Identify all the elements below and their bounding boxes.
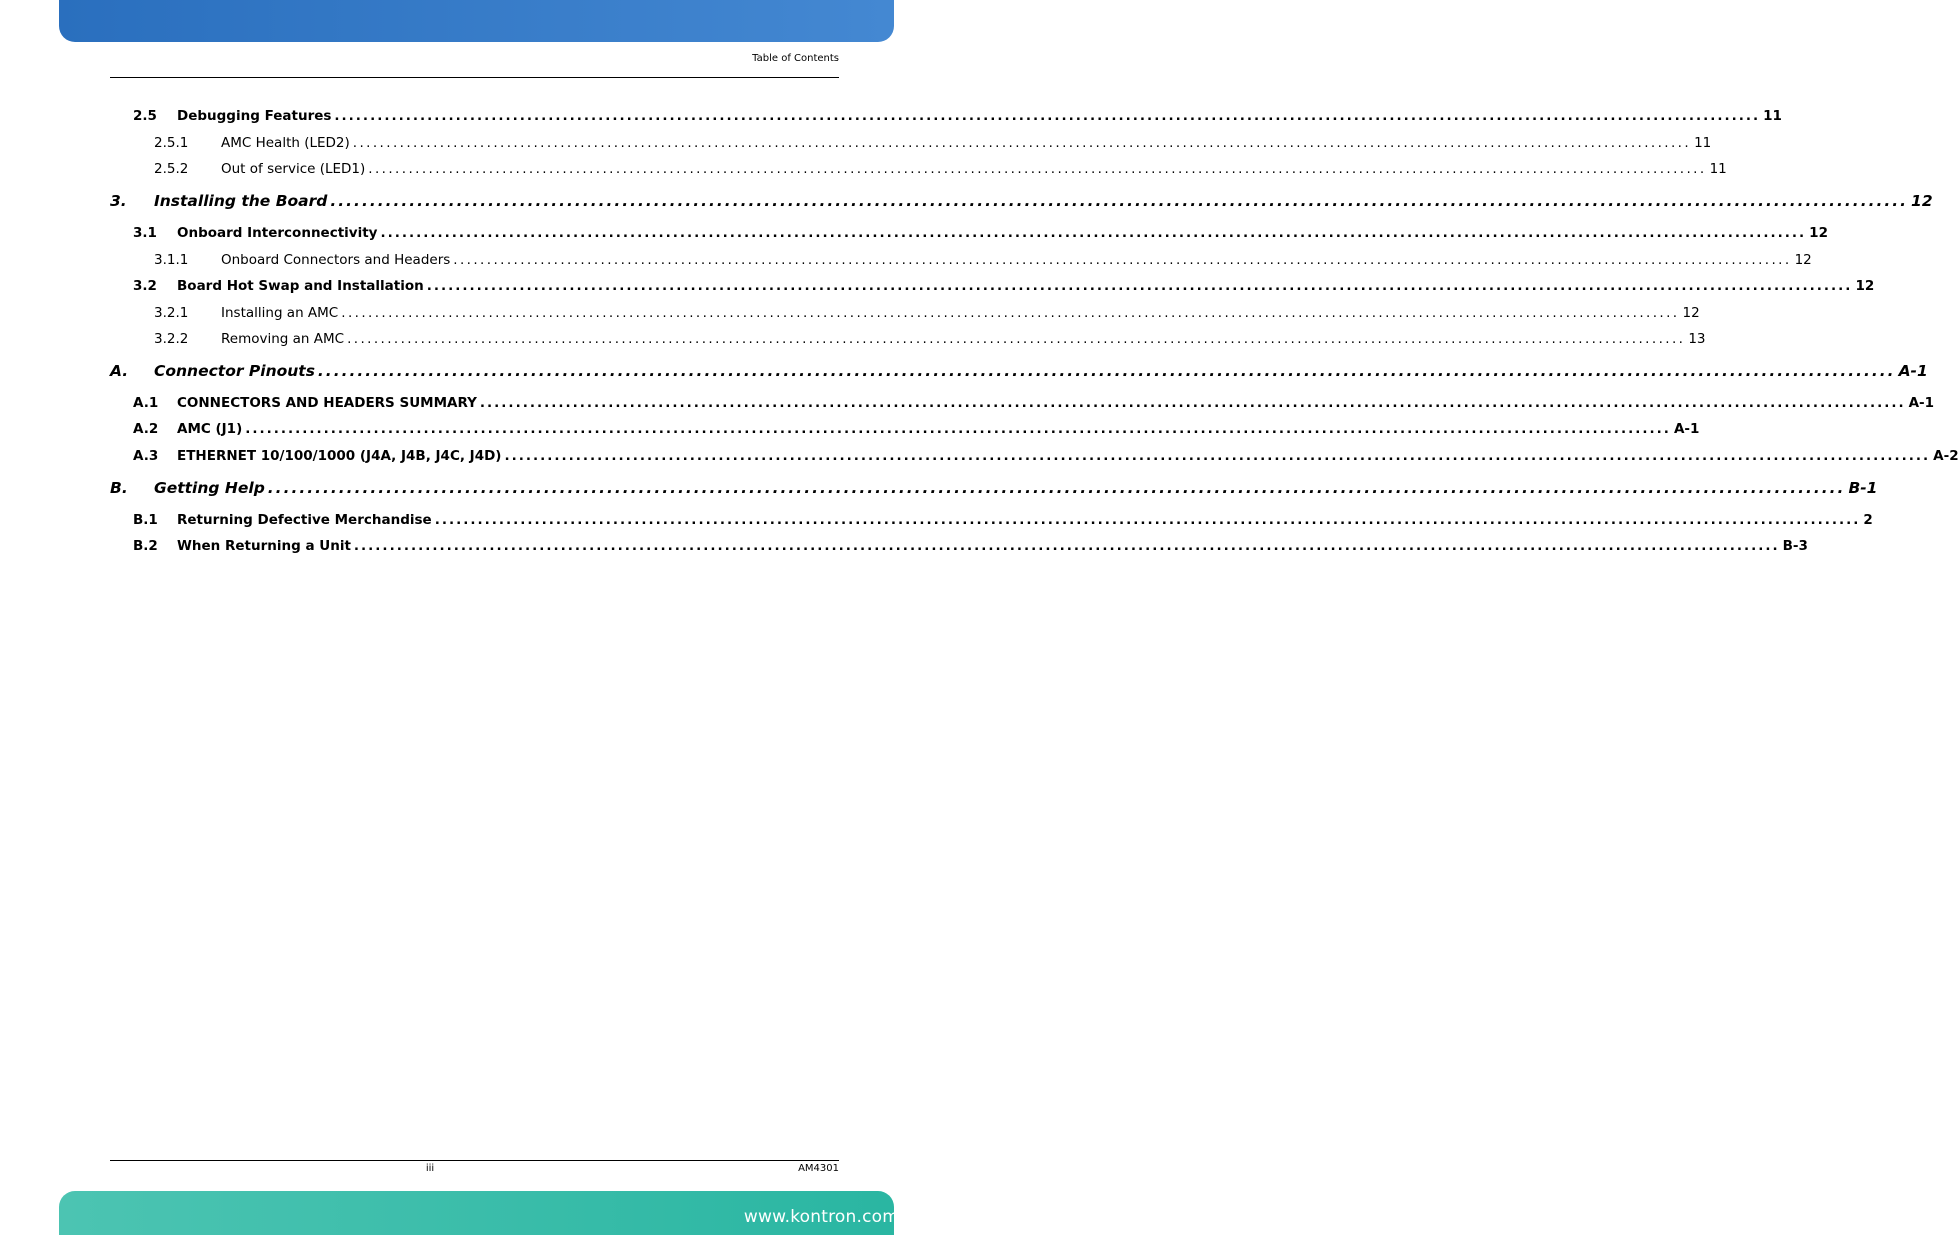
toc-dot-leader: ........................................................................................................................................................................................................ <box>368 161 1707 177</box>
toc-dot-leader: ........................................................................................................................................................................................................ <box>353 538 1780 554</box>
footer-product-name: AM4301 <box>798 1163 839 1174</box>
header-section-title: Table of Contents <box>752 53 839 64</box>
toc-dot-leader: ........................................................................................................................................................................................................ <box>245 421 1671 437</box>
toc-dot-leader: ........................................................................................................................................................................................................ <box>426 278 1853 294</box>
toc-entry[interactable] <box>110 108 1782 124</box>
toc-entry-number: A.3 <box>133 448 159 464</box>
toc-dot-leader: ........................................................................................................................................................................................................ <box>434 512 1861 528</box>
footer-page-number: iii <box>425 1163 435 1174</box>
toc-entry-title: Installing an AMC <box>221 305 339 321</box>
toc-entry-title: Onboard Connectors and Headers <box>221 252 451 268</box>
toc-entry[interactable] <box>110 362 1928 380</box>
toc-entry-number: 3. <box>110 192 127 210</box>
toc-entry-page: 12 <box>1682 305 1700 321</box>
toc-entry-page: A-1 <box>1673 421 1700 437</box>
toc-entry-page: B-1 <box>1848 479 1878 497</box>
toc-dot-leader: ........................................................................................................................................................................................................ <box>479 395 1906 411</box>
toc-entry-number: 2.5 <box>133 108 157 124</box>
toc-entry[interactable] <box>110 225 1828 241</box>
toc-entry-title: ETHERNET 10/100/1000 (J4A, J4B, J4C, J4D) <box>177 448 502 464</box>
toc-entry[interactable] <box>110 421 1700 437</box>
toc-entry-title: Removing an AMC <box>221 331 345 347</box>
toc-dot-leader: ........................................................................................................................................................................................................ <box>352 135 1692 151</box>
website-link[interactable]: www.kontron.com <box>743 1207 899 1227</box>
toc-entry-number: B. <box>110 479 128 497</box>
toc-entry[interactable] <box>110 192 1933 210</box>
toc-entry-number: 3.1.1 <box>154 252 189 268</box>
toc-entry[interactable] <box>110 512 1873 528</box>
toc-entry-number: 2.5.1 <box>154 135 189 151</box>
toc-entry-number: B.2 <box>133 538 158 554</box>
toc-entry-title: Installing the Board <box>154 192 328 210</box>
toc-entry-title: Out of service (LED1) <box>221 161 366 177</box>
toc-dot-leader: ........................................................................................................................................................................................................ <box>267 479 1846 497</box>
toc-entry[interactable] <box>110 538 1808 554</box>
toc-entry-page: 12 <box>1794 252 1812 268</box>
toc-entry[interactable] <box>110 252 1812 268</box>
toc-entry-page: 11 <box>1694 135 1712 151</box>
toc-entry[interactable] <box>110 479 1878 497</box>
toc-entry-page: B-3 <box>1782 538 1808 554</box>
header-rule <box>110 77 839 78</box>
toc-entry-title: Connector Pinouts <box>154 362 315 380</box>
toc-entry-number: 2.5.2 <box>154 161 189 177</box>
toc-dot-leader: ........................................................................................................................................................................................................ <box>453 252 1792 268</box>
toc-entry-number: A.2 <box>133 421 159 437</box>
toc-entry-number: 3.2.2 <box>154 331 189 347</box>
top-banner <box>59 0 894 42</box>
toc-entry-number: 3.1 <box>133 225 157 241</box>
toc-entry[interactable] <box>110 331 1706 347</box>
toc-dot-leader: ........................................................................................................................................................................................................ <box>334 108 1761 124</box>
toc-dot-leader: ........................................................................................................................................................................................................ <box>347 331 1686 347</box>
toc-entry[interactable] <box>110 135 1712 151</box>
toc-entry[interactable] <box>110 395 1935 411</box>
toc-dot-leader: ........................................................................................................................................................................................................ <box>380 225 1807 241</box>
toc-entry-title: Returning Defective Merchandise <box>177 512 432 528</box>
toc-entry-page: A-1 <box>1898 362 1928 380</box>
toc-entry-title: CONNECTORS AND HEADERS SUMMARY <box>177 395 477 411</box>
toc-entry-page: 2 <box>1863 512 1873 528</box>
footer-rule <box>110 1160 839 1161</box>
toc-entry-page: A-1 <box>1908 395 1935 411</box>
toc-entry-number: 3.2 <box>133 278 157 294</box>
toc-entry-title: Getting Help <box>154 479 265 497</box>
toc-entry-number: A. <box>110 362 129 380</box>
toc-entry-number: A.1 <box>133 395 159 411</box>
toc-entry[interactable] <box>110 305 1700 321</box>
toc-dot-leader: ........................................................................................................................................................................................................ <box>341 305 1680 321</box>
toc-dot-leader: ........................................................................................................................................................................................................ <box>504 448 1931 464</box>
toc-entry-page: 11 <box>1763 108 1782 124</box>
toc-entry-page: 11 <box>1709 161 1727 177</box>
toc-entry-title: AMC Health (LED2) <box>221 135 350 151</box>
toc-entry-title: When Returning a Unit <box>177 538 351 554</box>
toc-entry-page: 12 <box>1911 192 1933 210</box>
toc-entry-page: 13 <box>1688 331 1706 347</box>
toc-entry[interactable] <box>110 278 1875 294</box>
toc-entry-page: 12 <box>1855 278 1875 294</box>
toc-entry-page: A-2 <box>1933 448 1959 464</box>
toc-entry-number: 3.2.1 <box>154 305 189 321</box>
toc-entry[interactable] <box>110 161 1727 177</box>
toc-dot-leader: ........................................................................................................................................................................................................ <box>317 362 1896 380</box>
toc-entry-title: Onboard Interconnectivity <box>177 225 378 241</box>
toc-entry-page: 12 <box>1809 225 1828 241</box>
toc-entry-title: AMC (J1) <box>177 421 243 437</box>
toc-entry-number: B.1 <box>133 512 158 528</box>
toc-entry-title: Board Hot Swap and Installation <box>177 278 424 294</box>
toc-entry-title: Debugging Features <box>177 108 332 124</box>
toc-entry[interactable] <box>110 448 1959 464</box>
toc-dot-leader: ........................................................................................................................................................................................................ <box>330 192 1909 210</box>
